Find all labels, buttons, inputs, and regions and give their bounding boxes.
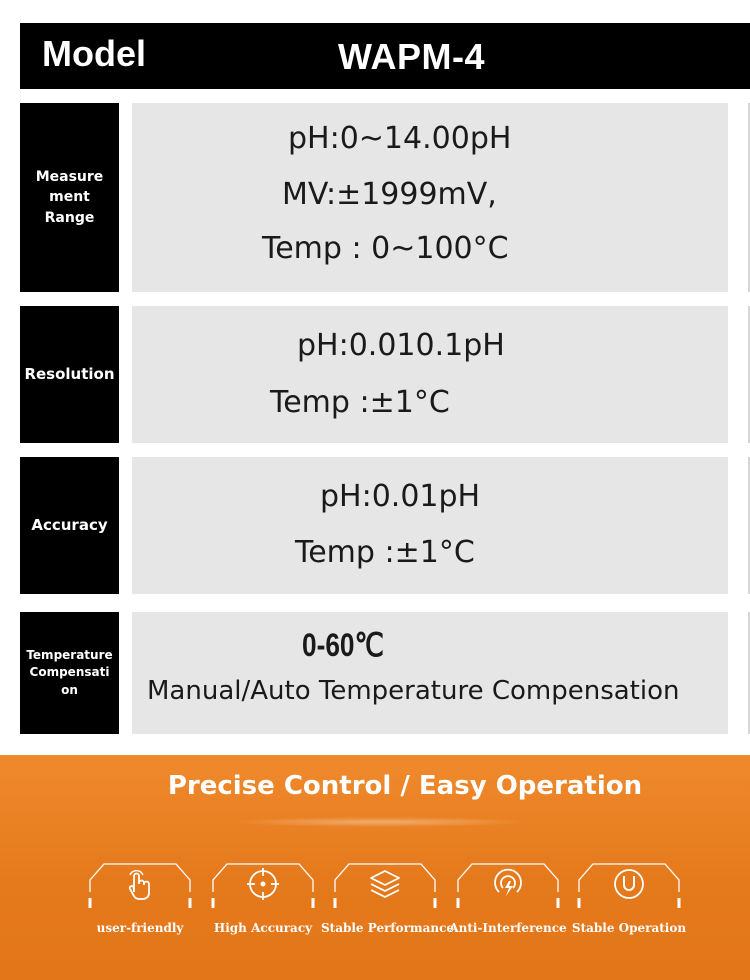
- model-value: WAPM-4: [338, 36, 485, 77]
- spec-value-line: Temp : 0~100°C: [262, 231, 509, 266]
- feature-label: High Accuracy: [213, 921, 313, 935]
- spec-value-line: pH:0.01pH: [320, 479, 481, 514]
- spec-label-line: Range: [44, 209, 95, 226]
- spec-label: [20, 306, 119, 443]
- feature-label: user-friendly: [96, 921, 184, 935]
- spec-row-temperature-compensation: [20, 612, 750, 734]
- spec-label-line: Measure: [35, 169, 104, 186]
- spec-value-line: MV:±1999mV,: [282, 177, 497, 212]
- layers-icon: [367, 866, 403, 902]
- spec-value: [132, 306, 728, 443]
- spec-value: [132, 457, 728, 594]
- spec-row-resolution: [20, 306, 750, 443]
- spec-value-line: Manual/Auto Temperature Compensation: [147, 676, 680, 706]
- hand-tap-icon: [122, 866, 158, 902]
- spec-label: [20, 612, 119, 734]
- feature-user-friendly: [86, 858, 194, 935]
- spec-value-line: pH:0~14.00pH: [288, 121, 512, 156]
- headline-glow: [230, 817, 530, 827]
- spec-value-line: pH:0.010.1pH: [297, 328, 505, 363]
- spec-label-line: Temperature: [26, 647, 113, 662]
- feature-stable-performance: [321, 858, 455, 935]
- feature-stable-operation: [571, 858, 687, 935]
- spec-value: [132, 612, 728, 734]
- spec-label-line: Accuracy: [31, 515, 108, 534]
- spec-value-line: Temp :±1°C: [270, 385, 450, 420]
- spec-row-measurement-range: [20, 103, 750, 292]
- spec-value-line: 0-60℃: [302, 627, 384, 663]
- feature-anti-interference: [449, 858, 567, 935]
- u-circle-icon: [611, 866, 647, 902]
- model-header: [20, 23, 750, 89]
- spec-row-accuracy: [20, 457, 750, 594]
- signal-bolt-icon: [490, 866, 526, 902]
- feature-banner: [0, 755, 750, 980]
- feature-high-accuracy: [209, 858, 317, 935]
- spec-label-line: Compensati: [29, 665, 110, 680]
- spec-label-line: Resolution: [24, 364, 115, 383]
- spec-value: [132, 103, 728, 292]
- model-label: Model: [42, 33, 146, 74]
- crosshair-icon: [245, 866, 281, 902]
- spec-label: [20, 103, 119, 292]
- feature-label: Stable Operation: [571, 921, 687, 935]
- spec-value-line: Temp :±1°C: [295, 535, 475, 570]
- spec-label-line: ment: [49, 189, 90, 206]
- feature-label: Stable Performance: [321, 921, 455, 935]
- banner-headline: Precise Control / Easy Operation: [167, 771, 643, 801]
- feature-label: Anti-Interference: [449, 921, 567, 935]
- spec-label: [20, 457, 119, 594]
- spec-label-line: on: [61, 682, 78, 697]
